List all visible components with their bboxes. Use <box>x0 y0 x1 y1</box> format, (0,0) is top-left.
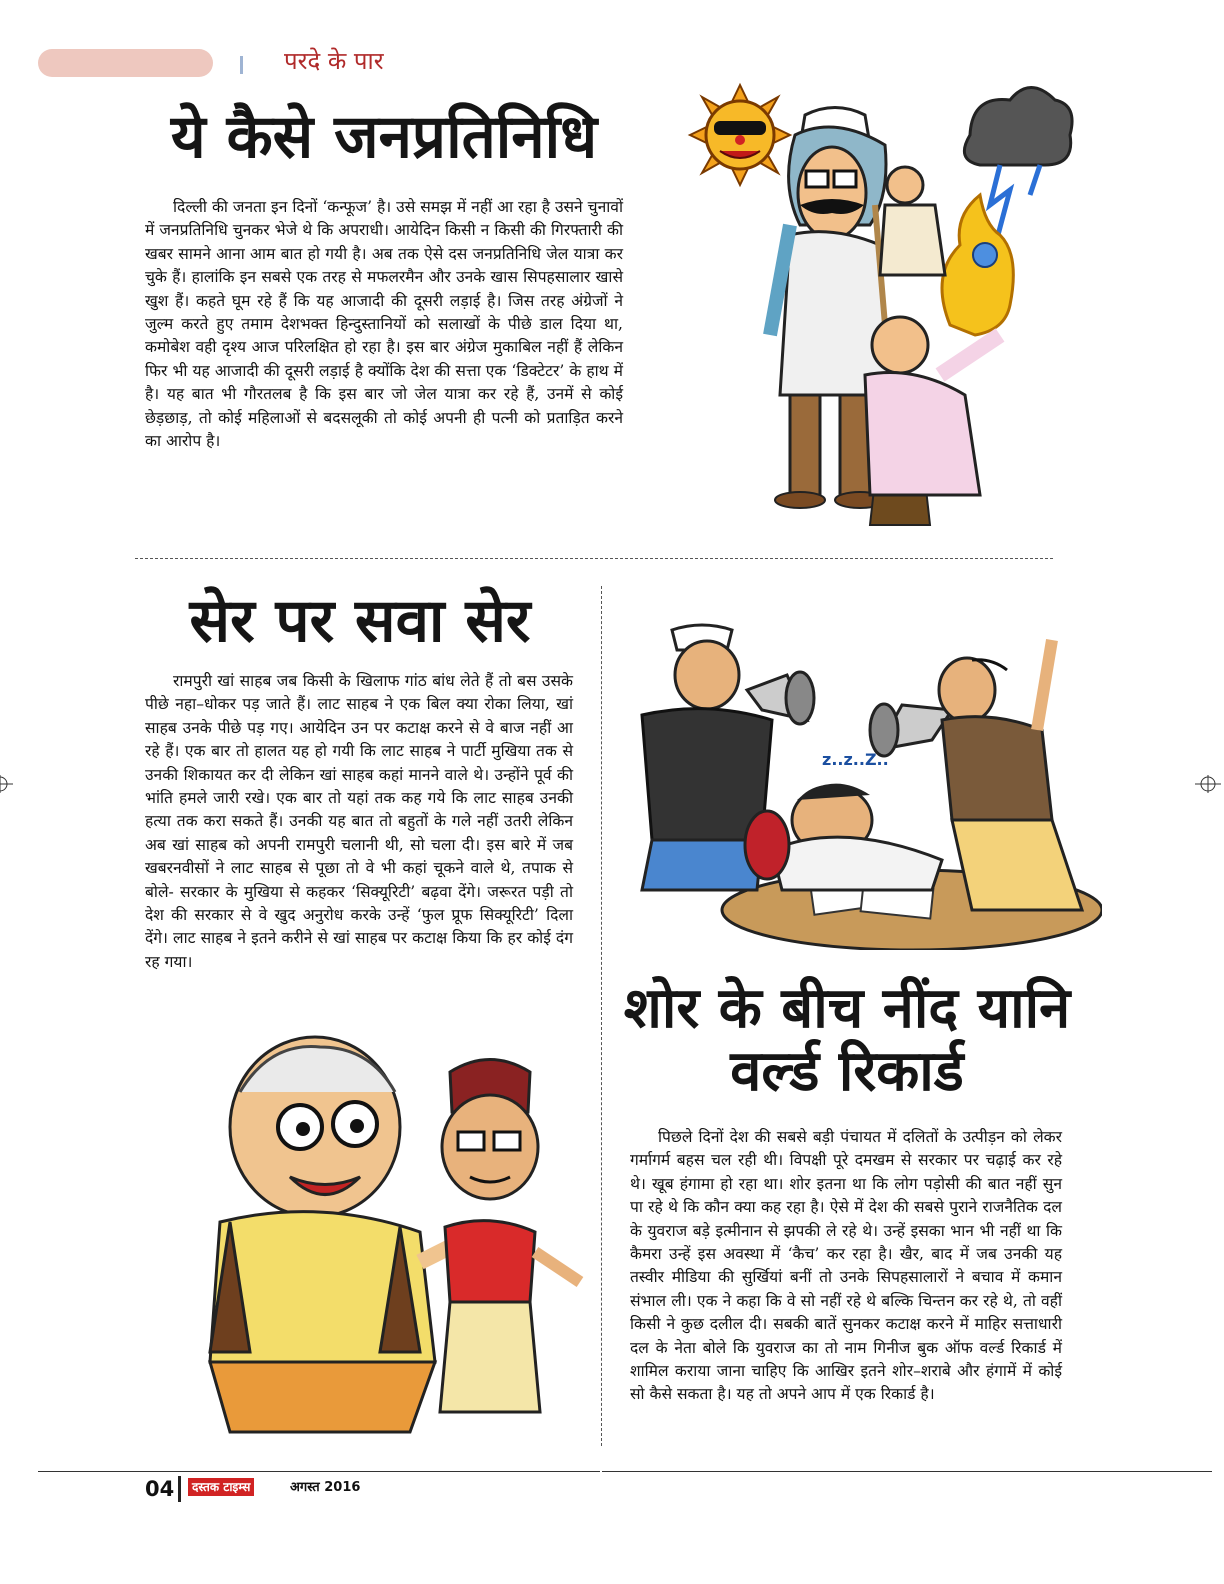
cartoon-politician-broom <box>680 75 1080 535</box>
article-3-title <box>612 978 1082 1103</box>
article-1-body: दिल्ली की जनता इन दिनों ‘कन्फूज’ है। उसे समझ में नहीं आ रहा है उसने चुनावों में जनप्रतिनिधि चुनकर भेजे थे कि अपराधी। आयेदिन किसी न किसी की गिरफ्तारी की खबर सामने आना आम बात हो गयी है। अब तक ऐसे दस जनप्रतिनिधि जेल यात्रा कर चुके हैं। हालांकि इन सबसे एक तरह से मफलरमैन और उनके खास सिपहसालार खासे खुश हैं। कहते घूम रहे हैं कि यह आजादी की दूसरी लड़ाई है। जिस तरह अंग्रेजों ने जुल्म करते हुए तमाम देशभक्त हिन्दुस्तानियों को सलाखों के पीछे डाल दिया था, कमोबेश वही दृश्य आज परिलक्षित हो रहा है। इस बार अंग्रेज मुकाबिल नहीं हैं लेकिन फिर भी यह आजादी की दूसरी लड़ाई है क्योंकि देश की सत्ता एक ‘डिक्टेटर’ के हाथ में है। यह बात भी गौरतलब है कि इस बार जो जेल यात्रा कर रहे हैं, उनमें से कोई छेड़छाड़, तो कोई महिलाओं से बदसलूकी तो कोई अपनी ही पत्नी को प्रताड़ित करने का आरोप है। <box>145 198 623 451</box>
article-3-title-line-2: वर्ल्ड रिकार्ड <box>730 1038 964 1104</box>
cartoon-sleeping-leader <box>612 620 1102 950</box>
right-politician-figure <box>939 640 1082 910</box>
vertical-divider <box>601 586 602 1446</box>
header-separator <box>240 56 243 74</box>
header-pill <box>38 49 213 77</box>
registration-mark-icon-right <box>1195 771 1221 797</box>
brand-logo: दस्तक टाइम्स <box>188 1478 254 1496</box>
old-man-figure <box>210 1037 480 1432</box>
footer-rule-right <box>602 1471 1212 1472</box>
sun-icon <box>690 85 790 185</box>
red-cap-icon <box>745 811 789 879</box>
article-2-title: सेर पर सवा सेर <box>189 586 531 656</box>
sleeping-man-figure <box>772 784 942 890</box>
cartoon-two-politicians <box>150 1032 590 1444</box>
footer-separator <box>178 1476 181 1502</box>
footer-rule-left <box>38 1471 600 1472</box>
capped-man-figure <box>440 1060 580 1413</box>
registration-mark-icon <box>0 771 13 797</box>
article-2-body: रामपुरी खां साहब जब किसी के खिलाफ गांठ बांध लेते हैं तो बस उसके पीछे नहा–धोकर पड़ जाते हैं। लाट साहब ने एक बिल क्या रोका लिया, खां साहब उनके पीछे पड़ गए। आयेदिन उन पर कटाक्ष करने से वे बाज नहीं आ रहे हैं। एक बार तो हालत यह हो गयी कि लाट साहब ने पार्टी मुखिया तक से उनकी शिकायत कर दी लेकिन खां साहब कहां मानने वाले थे। उन्होंने पूर्व की भांति हमले जारी रखे। एक बार तो यहां तक कह गये कि लाट साहब उनकी हत्या तक करा सकते हैं। उनकी यह बात तो बहुतों के गले नहीं उतरी लेकिन अब खां साहब को अपनी रामपुरी चलानी थी, सो चला दी। इस बारे में जब खबरनवीसों ने लाट साहब से पूछा तो वे भी कहां चूकने वाले थे, तपाक से बोले- सरकार के मुखिया से कहकर ‘सिक्यूरिटी’ बढ़वा देंगे। जरूरत पड़ी तो देश की सरकार से वे खुद अनुरोध करके उन्हें ‘फुल प्रूफ सिक्यूरिटी’ दिला देंगे। लाट साहब ने इतने करीने से खां साहब पर कटाक्ष किया कि हर कोई दंग रह गया। <box>145 672 573 971</box>
megaphone-icon-2 <box>870 704 952 756</box>
article-1-title: ये कैसे जनप्रतिनिधि <box>170 102 598 172</box>
snore-text: z..z..Z.. <box>822 750 889 769</box>
woman-figure <box>865 317 1000 495</box>
section-label: परदे के पार <box>284 47 384 75</box>
article-3-body: पिछले दिनों देश की सबसे बड़ी पंचायत में दलितों के उत्पीड़न को लेकर गर्मागर्म बहस चल रही थी। विपक्षी पूरे दमखम से सरकार पर चढ़ाई कर रहे थे। खूब हंगामा हो रहा था। शोर इतना था कि लोग पड़ोसी की बात नहीं सुन पा रहे थे कि कौन क्या कह रहा है। ऐसे में देश की सबसे पुराने राजनैतिक दल के युवराज बड़े इत्मीनान से झपकी ले रहे थे। उन्हें इसका भान भी नहीं था कि कैमरा उन्हें इस अवस्था में ‘कैच’ कर रहा है। खैर, बाद में जब उनकी यह तस्वीर मीडिया की सुर्खियां बनीं तो उनके सिपहसालारों ने बचाव में कमान संभाल ली। एक ने कहा कि वे सो नहीं रहे थे बल्कि चिन्तन कर रहे थे, तो वहीं किसी ने कुछ दलील दी। सबकी बातें सुनकर कटाक्ष करने में माहिर सत्ताधारी दल के नेता बोले कि युवराज का तो नाम गिनीज बुक ऑफ वर्ल्ड रिकार्ड में शामिल कराया जाना चाहिए कि आखिर इतने शोर–शराबे और हंगामें में कोई सो कैसे सकता है। यह तो अपने आप में एक रिकार्ड है। <box>630 1128 1062 1404</box>
small-man-figure <box>880 167 945 275</box>
horizontal-divider <box>135 558 1053 559</box>
issue-date: अगस्त 2016 <box>290 1480 361 1495</box>
page-number: 04 <box>145 1477 175 1501</box>
article-3-title-line-1: शोर के बीच नींद यानि <box>623 976 1071 1041</box>
